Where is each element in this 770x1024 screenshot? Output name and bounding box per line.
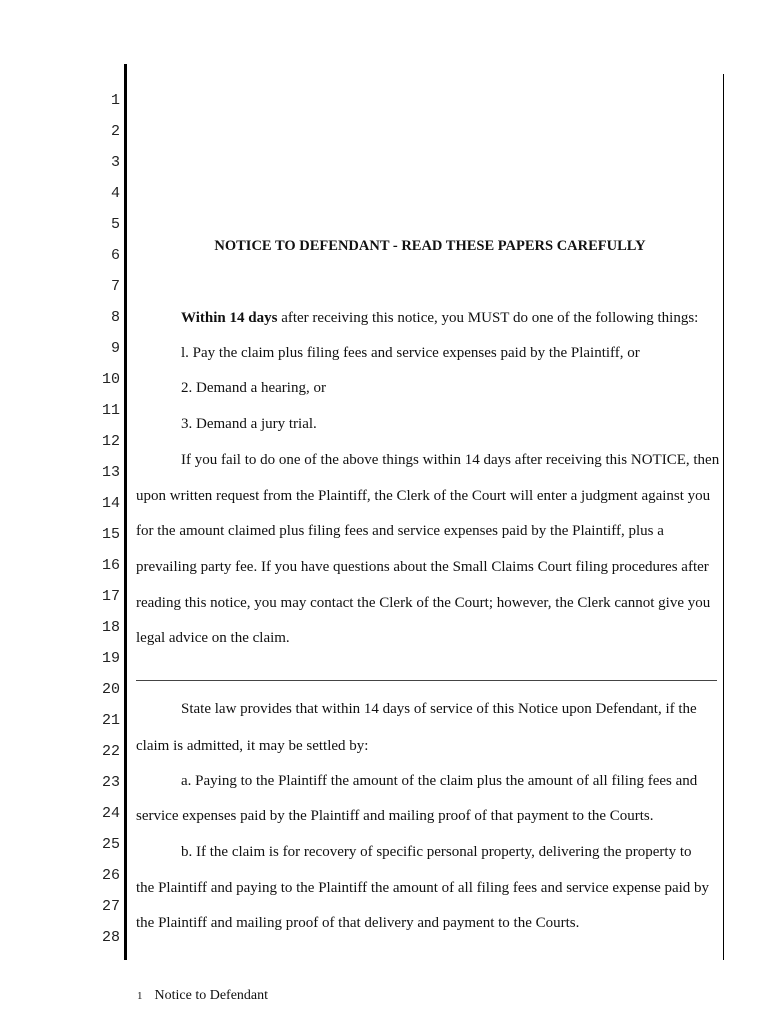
line-number: 10 (101, 371, 120, 388)
line-number: 16 (101, 557, 120, 574)
failure-paragraph-line: upon written request from the Plaintiff, the Clerk of the Court will enter a judgment against you (136, 488, 711, 504)
line-numbers (90, 85, 120, 953)
section-divider (136, 680, 717, 681)
line-number: 11 (101, 402, 120, 419)
notice-intro (181, 308, 698, 328)
settlement-item-a-line: service expenses paid by the Plaintiff and mailing proof of that payment to the Courts. (136, 808, 654, 824)
line-number: 27 (101, 898, 120, 915)
line-number: 4 (110, 185, 120, 202)
settlement-item-b-line: b. If the claim is for recovery of specific personal property, delivering the property to (181, 844, 692, 860)
option-demand-hearing: 2. Demand a hearing, or (181, 380, 326, 396)
failure-paragraph-line: legal advice on the claim. (136, 630, 290, 646)
line-number: 26 (101, 867, 120, 884)
line-number: 5 (110, 216, 120, 233)
document-title: NOTICE TO DEFENDANT - READ THESE PAPERS CAREFULLY (214, 238, 646, 254)
line-number: 7 (110, 278, 120, 295)
line-number: 2 (110, 123, 120, 140)
option-pay-claim: l. Pay the claim plus filing fees and service expenses paid by the Plaintiff, or (181, 345, 640, 361)
line-number: 3 (110, 154, 120, 171)
line-number: 12 (101, 433, 120, 450)
line-number: 24 (101, 805, 120, 822)
right-margin-rule (723, 74, 724, 960)
failure-paragraph-line: reading this notice, you may contact the Clerk of the Court; however, the Clerk cannot give you (136, 595, 711, 611)
line-number: 8 (110, 309, 120, 326)
left-margin-rule (124, 64, 127, 960)
notice-intro-rest: after receiving this notice, you MUST do one of the following things: (277, 310, 699, 326)
line-number: 20 (101, 681, 120, 698)
line-number: 28 (101, 929, 120, 946)
failure-paragraph-line: for the amount claimed plus filing fees and service expenses paid by the Plaintiff, plus a (136, 523, 664, 539)
failure-paragraph-line: prevailing party fee. If you have questions about the Small Claims Court filing procedures after (136, 559, 709, 575)
footer-label: Notice to Defendant (154, 988, 269, 1003)
line-number: 23 (101, 774, 120, 791)
line-number: 19 (101, 650, 120, 667)
option-demand-jury-trial: 3. Demand a jury trial. (181, 416, 317, 432)
line-number: 17 (101, 588, 120, 605)
settlement-item-a-line: a. Paying to the Plaintiff the amount of the claim plus the amount of all filing fees and (181, 773, 698, 789)
settlement-item-b-line: the Plaintiff and mailing proof of that delivery and payment to the Courts. (136, 915, 580, 931)
line-number: 18 (101, 619, 120, 636)
failure-paragraph-line: If you fail to do one of the above things within 14 days after receiving this NOTICE, then (181, 452, 720, 468)
line-number: 22 (101, 743, 120, 760)
notice-intro-bold: Within 14 days (181, 310, 278, 326)
line-number: 14 (101, 495, 120, 512)
state-law-line: claim is admitted, it may be settled by: (136, 738, 369, 754)
footer-page-number: 1 (137, 990, 143, 1002)
line-number: 25 (101, 836, 120, 853)
line-number: 1 (110, 92, 120, 109)
line-number: 6 (110, 247, 120, 264)
page-footer (137, 988, 268, 1004)
line-number: 15 (101, 526, 120, 543)
settlement-item-b-line: the Plaintiff and paying to the Plaintiff the amount of all filing fees and service expense paid by (136, 880, 710, 896)
line-number: 21 (101, 712, 120, 729)
line-number: 9 (110, 340, 120, 357)
line-number: 13 (101, 464, 120, 481)
state-law-line: State law provides that within 14 days of service of this Notice upon Defendant, if the (181, 701, 697, 717)
